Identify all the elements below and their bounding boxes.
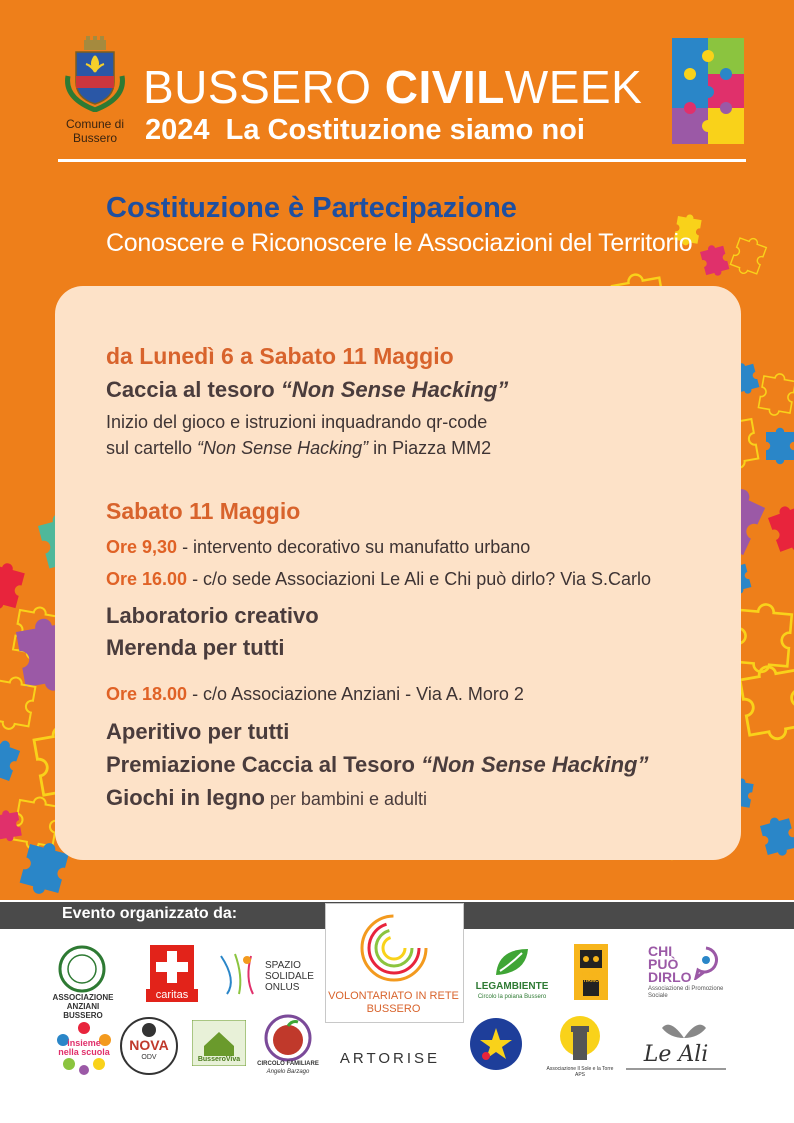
block1-line1: Inizio del gioco e istruzioni inquadrando qr-code (106, 412, 488, 432)
block2-time1-row (106, 537, 530, 558)
time-1800: Ore 18.00 (106, 684, 188, 704)
time-1800-desc: - c/o Associazione Anziani - Via A. Moro 2 (187, 684, 524, 704)
activity-aperitivo: Aperitivo per tutti (106, 719, 290, 744)
wings-icon (660, 1018, 708, 1042)
time-930-desc: - intervento decorativo su manufatto urbano (177, 537, 531, 557)
chi-line1: CHI (648, 943, 673, 959)
time-1600: Ore 16.00 (106, 569, 188, 589)
sole-torre-icon (554, 1014, 606, 1064)
activity-premiazione (106, 752, 648, 778)
premiazione-italic: “Non Sense Hacking” (421, 752, 649, 777)
giochi-rest: per bambini e adulti (264, 789, 427, 809)
organizers-label: Evento organizzato da: (62, 905, 238, 922)
insieme-label: insieme nella scuola (58, 1038, 110, 1057)
block1-title (106, 377, 508, 403)
activity-merenda: Merenda per tutti (106, 635, 285, 660)
star-circle-icon (468, 1016, 524, 1072)
slogan-text: La Costituzione siamo noi (225, 114, 585, 146)
block1-title-italic: “Non Sense Hacking” (280, 377, 509, 402)
block1-line2-suffix: in Piazza MM2 (368, 438, 492, 458)
block1-title-text: Caccia al tesoro (106, 377, 281, 402)
time-930: Ore 9,30 (106, 537, 178, 557)
chi-line3: DIRLO (648, 969, 692, 985)
block1-date: da Lunedì 6 a Sabato 11 Maggio (106, 343, 454, 369)
comune-crest-logo (62, 36, 128, 112)
artorise-label: ARTORISE (339, 1050, 441, 1067)
chi-puo-dirlo-label (648, 943, 692, 985)
legambiente-leaf-icon (492, 945, 532, 979)
speech-bubble-icon (692, 946, 720, 980)
caritas-label: caritas (146, 989, 198, 1002)
title-civil: CIVIL (384, 61, 505, 113)
legambiente-label: LEGAMBIENTE (475, 981, 549, 992)
chi-puo-dirlo-sublabel: Associazione di Promozione Sociale (648, 986, 724, 999)
giochi-bold: Giochi in legno (106, 785, 265, 810)
circolo-label: CIRCOLO FAMILIARE (257, 1061, 319, 1067)
le-ali-label: Le Ali (626, 1042, 726, 1070)
circolo-apple-icon (262, 1014, 314, 1062)
busseroviva-label: BusseroViva (197, 1056, 241, 1063)
puzzle-logo-icon (672, 38, 744, 144)
nova-label: NOVA (129, 1037, 169, 1053)
time-1600-desc: - c/o sede Associazioni Le Ali e Chi può dirlo? Via S.Carlo (187, 569, 651, 589)
event-slogan (145, 113, 585, 147)
anziani-seal-icon (55, 945, 110, 993)
anziani-label: ASSOCIAZIONE ANZIANI BUSSERO (52, 993, 114, 1020)
caritas-cross-icon (150, 945, 194, 989)
activity-laboratorio: Laboratorio creativo (106, 603, 319, 628)
block2-time2-row (106, 569, 651, 590)
block1-line2 (106, 438, 491, 459)
chi-line2: PUÒ (648, 956, 679, 972)
robot-tirmo-label: ROBOT TIRMO (581, 972, 601, 984)
spazio-solidale-label: SPAZIO SOLIDALE ONLUS (265, 960, 314, 993)
activity-giochi (106, 785, 427, 811)
event-title (143, 62, 642, 112)
sole-torre-label: Associazione Il Sole e la Torre APS (546, 1066, 614, 1078)
comune-label: Comune di Bussero (65, 117, 125, 145)
header-divider (58, 159, 746, 162)
block2-time3-row (106, 684, 524, 705)
title-week: WEEK (504, 61, 643, 113)
spazio-solidale-icon (217, 950, 263, 998)
block1-line2-prefix: sul cartello (106, 438, 198, 458)
nova-sublabel: ODV (141, 1054, 157, 1061)
premiazione-text: Premiazione Caccia al Tesoro (106, 752, 422, 777)
legambiente-sublabel: Circolo la poiana Bussero (477, 994, 547, 1000)
section-subtitle: Conoscere e Riconoscere le Associazioni del Territorio (106, 229, 693, 257)
title-bussero: BUSSERO (143, 61, 385, 113)
block2-date: Sabato 11 Maggio (106, 498, 301, 524)
section-title: Costituzione è Partecipazione (106, 192, 517, 224)
circolo-sublabel: Angelo Barzago (266, 1069, 310, 1075)
block1-line2-italic: “Non Sense Hacking” (197, 438, 369, 458)
volontariato-label: VOLONTARIATO IN RETE BUSSERO (328, 990, 459, 1015)
volontariato-rings-icon (358, 912, 430, 984)
event-year: 2024 (145, 114, 210, 146)
